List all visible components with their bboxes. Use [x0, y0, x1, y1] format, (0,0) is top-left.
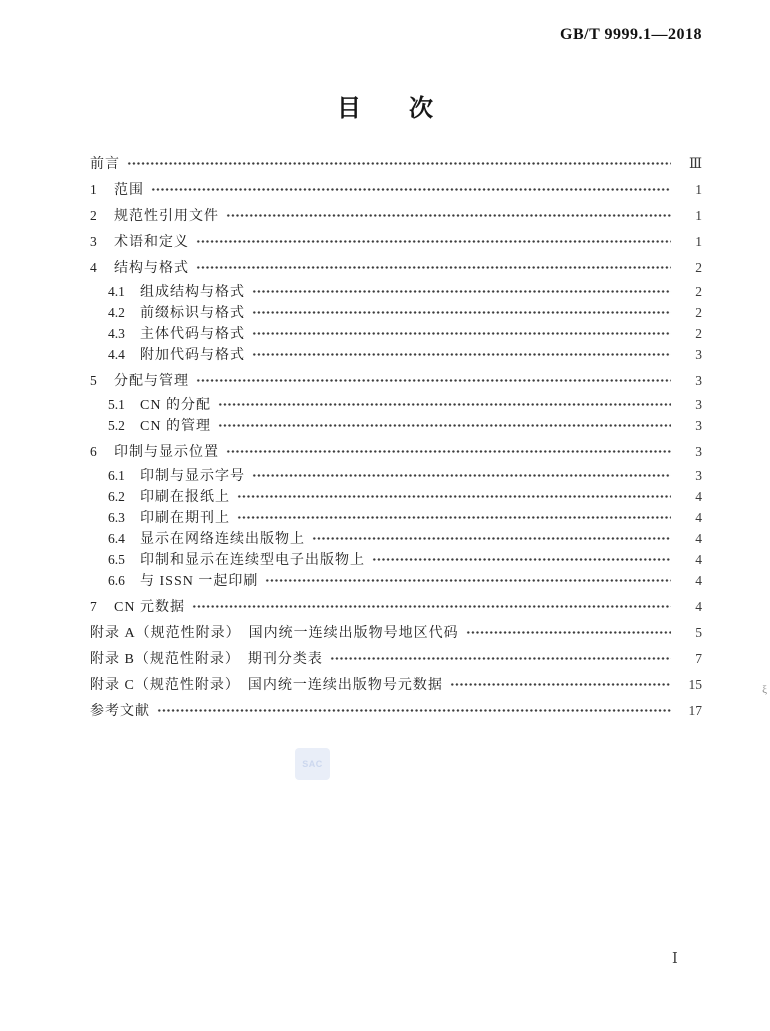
toc-entry-label: 印制与显示字号 — [140, 469, 245, 484]
toc-entry — [90, 205, 702, 226]
toc-entry-page: 3 — [695, 468, 702, 483]
toc-entry-label: 附录 A（规范性附录） 国内统一连续出版物号地区代码 — [90, 626, 459, 641]
toc-entry — [90, 344, 702, 365]
toc-entry — [90, 570, 702, 591]
toc-entry-label: 参考文献 — [90, 704, 150, 719]
toc-entry — [90, 507, 702, 528]
toc-entry-label: 主体代码与格式 — [140, 327, 245, 342]
toc-entry-page: 4 — [695, 552, 702, 567]
toc-entry-page: 1 — [695, 234, 702, 249]
toc-entry-page: 4 — [695, 531, 702, 546]
toc-entry-label: CN 的管理 — [140, 419, 211, 434]
toc-leader-dots — [218, 398, 671, 411]
toc-leader-dots — [226, 445, 671, 458]
toc-entry-number: 6.5 — [108, 552, 125, 567]
toc-entry-label: 印制和显示在连续型电子出版物上 — [140, 553, 365, 568]
toc-leader-dots — [196, 261, 671, 274]
toc-entry-label: 术语和定义 — [114, 235, 189, 250]
toc-leader-dots — [192, 600, 671, 613]
toc-entry-page: 3 — [695, 347, 702, 362]
toc-entry-number: 6.1 — [108, 468, 125, 483]
toc-entry-label: 结构与格式 — [114, 261, 189, 276]
toc-entry-label: 印刷在报纸上 — [140, 490, 230, 505]
toc-entry-page: 3 — [695, 444, 702, 459]
toc-leader-dots — [252, 469, 671, 482]
toc-entry-number: 3 — [90, 234, 97, 249]
toc-entry — [90, 281, 702, 302]
toc-entry-number: 6.3 — [108, 510, 125, 525]
toc-entry — [90, 596, 702, 617]
toc-entry-label: 与 ISSN 一起印刷 — [140, 574, 259, 589]
toc-entry-label: CN 元数据 — [114, 600, 185, 615]
toc-entry-number: 6.2 — [108, 489, 125, 504]
toc-entry-page: 5 — [695, 625, 702, 640]
toc-leader-dots — [466, 626, 671, 639]
toc-entry-label: 分配与管理 — [114, 374, 189, 389]
toc-entry-page: 7 — [695, 651, 702, 666]
toc-entry-page: 3 — [695, 418, 702, 433]
toc-leader-dots — [196, 235, 671, 248]
toc-entry-page: 4 — [695, 573, 702, 588]
toc-leader-dots — [157, 704, 671, 717]
toc-entry-label: 附录 C（规范性附录） 国内统一连续出版物号元数据 — [90, 678, 443, 693]
toc-entry-label: 附加代码与格式 — [140, 348, 245, 363]
standard-number-header: GB/T 9999.1—2018 — [560, 26, 702, 43]
toc-entry-page: 3 — [695, 397, 702, 412]
toc-entry-label: 显示在网络连续出版物上 — [140, 532, 305, 547]
toc-entry — [90, 323, 702, 344]
toc-entry-number: 4 — [90, 260, 97, 275]
toc-entry-label: 附录 B（规范性附录） 期刊分类表 — [90, 652, 323, 667]
toc-entry-page: 2 — [695, 305, 702, 320]
toc-leader-dots — [237, 490, 671, 503]
toc-entry — [90, 370, 702, 391]
toc-leader-dots — [196, 374, 671, 387]
toc-entry — [90, 648, 702, 669]
toc-leader-dots — [450, 678, 671, 691]
toc-entry-page: 2 — [695, 284, 702, 299]
toc-entry-number: 7 — [90, 599, 97, 614]
toc-entry-page: 1 — [695, 182, 702, 197]
toc-entry-label: 前言 — [90, 157, 120, 172]
toc-entry-number: 4.4 — [108, 347, 125, 362]
toc-leader-dots — [372, 553, 671, 566]
toc-leader-dots — [151, 183, 671, 196]
toc-entry-label: 印制与显示位置 — [114, 445, 219, 460]
toc-entry-page: 2 — [695, 326, 702, 341]
toc-entry-page: 4 — [695, 489, 702, 504]
toc-entry-label: CN 的分配 — [140, 398, 211, 413]
toc-entry — [90, 549, 702, 570]
toc-entry-label: 前缀标识与格式 — [140, 306, 245, 321]
toc-entry-number: 4.1 — [108, 284, 125, 299]
toc-entry-number: 4.3 — [108, 326, 125, 341]
toc-entry-number: 5.1 — [108, 397, 125, 412]
toc-list — [90, 148, 702, 721]
toc-leader-dots — [226, 209, 671, 222]
toc-entry — [90, 486, 702, 507]
toc-entry — [90, 674, 702, 695]
toc-entry-number: 6 — [90, 444, 97, 459]
footer-page-number: Ⅰ — [672, 951, 678, 967]
toc-entry — [90, 465, 702, 486]
toc-leader-dots — [252, 327, 671, 340]
page-edge-mark: ξ — [762, 684, 767, 696]
toc-entry-number: 5 — [90, 373, 97, 388]
toc-leader-dots — [237, 511, 671, 524]
toc-entry-page: 17 — [688, 703, 702, 718]
toc-entry-label: 组成结构与格式 — [140, 285, 245, 300]
toc-entry-page: 2 — [695, 260, 702, 275]
toc-entry-number: 5.2 — [108, 418, 125, 433]
toc-entry-number: 1 — [90, 182, 97, 197]
toc-entry — [90, 231, 702, 252]
toc-entry — [90, 528, 702, 549]
toc-leader-dots — [252, 285, 671, 298]
toc-leader-dots — [252, 348, 671, 361]
toc-entry-page: 1 — [695, 208, 702, 223]
toc-leader-dots — [265, 574, 671, 587]
toc-entry — [90, 153, 702, 174]
toc-entry-page: 4 — [695, 510, 702, 525]
toc-entry-number: 4.2 — [108, 305, 125, 320]
toc-entry-label: 范围 — [114, 183, 144, 198]
toc-leader-dots — [312, 532, 671, 545]
toc-leader-dots — [330, 652, 671, 665]
toc-entry-label: 规范性引用文件 — [114, 209, 219, 224]
toc-leader-dots — [252, 306, 671, 319]
toc-entry-page: 3 — [695, 373, 702, 388]
toc-entry-number: 6.4 — [108, 531, 125, 546]
page-title: 目 次 — [337, 95, 433, 122]
toc-entry-page: 4 — [695, 599, 702, 614]
toc-leader-dots — [127, 157, 671, 170]
toc-entry-label: 印刷在期刊上 — [140, 511, 230, 526]
toc-entry-page: Ⅲ — [688, 156, 702, 171]
toc-entry — [90, 622, 702, 643]
toc-entry — [90, 179, 702, 200]
toc-entry — [90, 394, 702, 415]
watermark: SAC — [295, 748, 330, 780]
toc-entry — [90, 700, 702, 721]
toc-entry-number: 2 — [90, 208, 97, 223]
toc-entry — [90, 441, 702, 462]
toc-entry — [90, 415, 702, 436]
toc-leader-dots — [218, 419, 671, 432]
toc-entry-page: 15 — [688, 677, 702, 692]
toc-entry — [90, 257, 702, 278]
toc-entry — [90, 302, 702, 323]
toc-entry-number: 6.6 — [108, 573, 125, 588]
